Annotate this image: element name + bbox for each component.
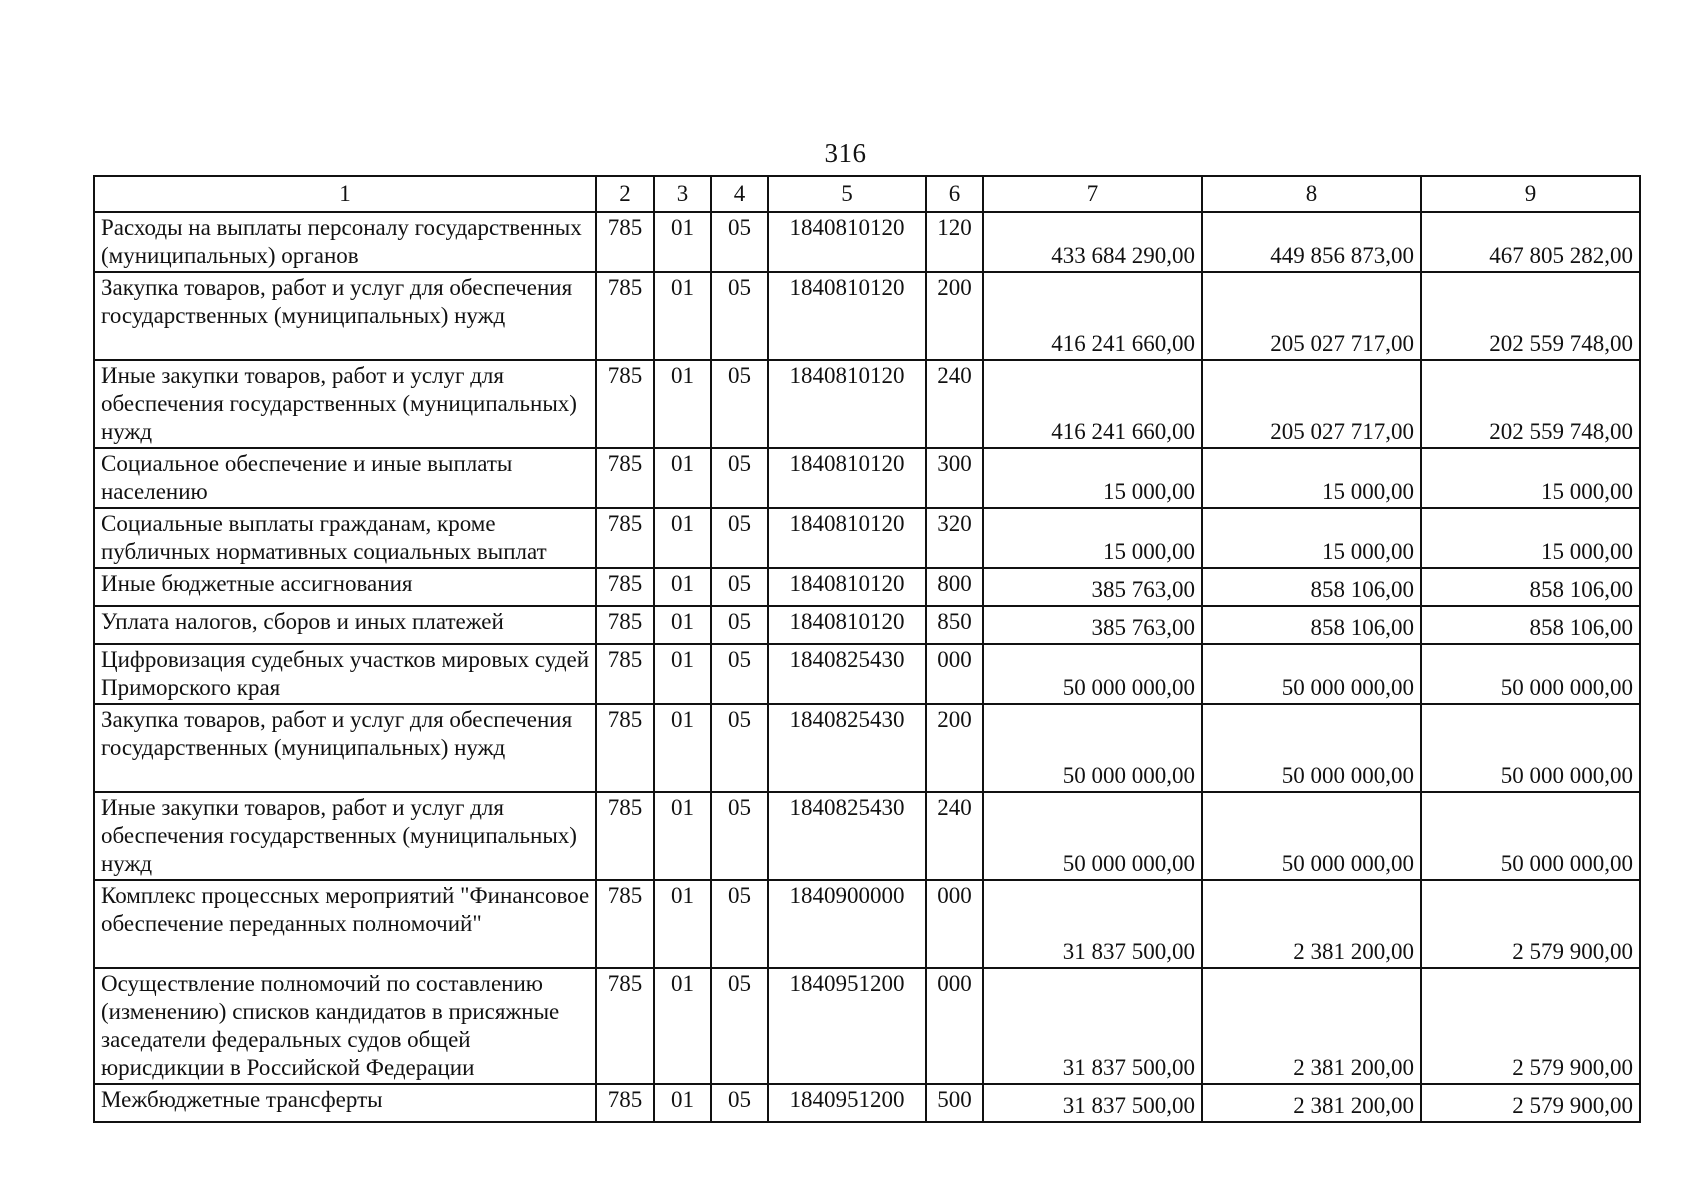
ministry-code: 785	[596, 880, 654, 968]
table-row	[94, 606, 1640, 644]
amount-col-9: 858 106,00	[1421, 568, 1640, 606]
table-row	[94, 644, 1640, 704]
expense-type-code: 320	[926, 508, 983, 568]
expense-type-code: 300	[926, 448, 983, 508]
ministry-code: 785	[596, 272, 654, 360]
table-row	[94, 1084, 1640, 1122]
amount-col-8: 50 000 000,00	[1202, 644, 1421, 704]
column-header-7: 7	[983, 176, 1202, 212]
ministry-code: 785	[596, 606, 654, 644]
amount-col-8: 50 000 000,00	[1202, 792, 1421, 880]
section-code: 01	[654, 644, 711, 704]
column-header-3: 3	[654, 176, 711, 212]
expense-type-code: 800	[926, 568, 983, 606]
section-code: 01	[654, 448, 711, 508]
amount-col-8: 858 106,00	[1202, 568, 1421, 606]
amount-col-7: 31 837 500,00	[983, 968, 1202, 1084]
expense-type-code: 500	[926, 1084, 983, 1122]
amount-col-8: 858 106,00	[1202, 606, 1421, 644]
amount-col-7: 31 837 500,00	[983, 880, 1202, 968]
expense-type-code: 000	[926, 880, 983, 968]
expense-name: Комплекс процессных мероприятий "Финансовое обеспечение переданных полномочий"	[94, 880, 596, 968]
amount-col-7: 416 241 660,00	[983, 360, 1202, 448]
section-code: 01	[654, 508, 711, 568]
amount-col-8: 50 000 000,00	[1202, 704, 1421, 792]
amount-col-8: 2 381 200,00	[1202, 880, 1421, 968]
table-row	[94, 968, 1640, 1084]
table-row	[94, 880, 1640, 968]
subsection-code: 05	[711, 448, 768, 508]
amount-col-9: 2 579 900,00	[1421, 1084, 1640, 1122]
target-article-code: 1840810120	[768, 360, 926, 448]
expense-name: Уплата налогов, сборов и иных платежей	[94, 606, 596, 644]
ministry-code: 785	[596, 448, 654, 508]
target-article-code: 1840951200	[768, 968, 926, 1084]
amount-col-7: 31 837 500,00	[983, 1084, 1202, 1122]
amount-col-7: 385 763,00	[983, 606, 1202, 644]
section-code: 01	[654, 212, 711, 272]
amount-col-8: 205 027 717,00	[1202, 272, 1421, 360]
column-header-9: 9	[1421, 176, 1640, 212]
section-code: 01	[654, 704, 711, 792]
target-article-code: 1840810120	[768, 272, 926, 360]
amount-col-7: 50 000 000,00	[983, 644, 1202, 704]
expense-name: Социальные выплаты гражданам, кроме публичных нормативных социальных выплат	[94, 508, 596, 568]
amount-col-7: 416 241 660,00	[983, 272, 1202, 360]
table-row	[94, 568, 1640, 606]
section-code: 01	[654, 568, 711, 606]
amount-col-8: 15 000,00	[1202, 508, 1421, 568]
column-header-6: 6	[926, 176, 983, 212]
expense-name: Иные закупки товаров, работ и услуг для обеспечения государственных (муниципальных) нужд	[94, 360, 596, 448]
target-article-code: 1840825430	[768, 792, 926, 880]
subsection-code: 05	[711, 508, 768, 568]
expense-type-code: 200	[926, 704, 983, 792]
amount-col-9: 467 805 282,00	[1421, 212, 1640, 272]
subsection-code: 05	[711, 272, 768, 360]
table-row	[94, 792, 1640, 880]
amount-col-7: 15 000,00	[983, 448, 1202, 508]
budget-table	[93, 175, 1641, 1123]
target-article-code: 1840810120	[768, 508, 926, 568]
amount-col-9: 15 000,00	[1421, 508, 1640, 568]
amount-col-9: 202 559 748,00	[1421, 272, 1640, 360]
ministry-code: 785	[596, 644, 654, 704]
subsection-code: 05	[711, 792, 768, 880]
section-code: 01	[654, 880, 711, 968]
amount-col-9: 202 559 748,00	[1421, 360, 1640, 448]
expense-type-code: 240	[926, 360, 983, 448]
amount-col-7: 50 000 000,00	[983, 792, 1202, 880]
amount-col-8: 2 381 200,00	[1202, 968, 1421, 1084]
ministry-code: 785	[596, 704, 654, 792]
table-row	[94, 508, 1640, 568]
target-article-code: 1840810120	[768, 568, 926, 606]
amount-col-7: 50 000 000,00	[983, 704, 1202, 792]
table-row	[94, 704, 1640, 792]
expense-name: Закупка товаров, работ и услуг для обеспечения государственных (муниципальных) нужд	[94, 704, 596, 792]
ministry-code: 785	[596, 508, 654, 568]
table-row	[94, 360, 1640, 448]
target-article-code: 1840951200	[768, 1084, 926, 1122]
ministry-code: 785	[596, 212, 654, 272]
amount-col-9: 50 000 000,00	[1421, 644, 1640, 704]
expense-type-code: 000	[926, 644, 983, 704]
expense-name: Иные бюджетные ассигнования	[94, 568, 596, 606]
expense-name: Межбюджетные трансферты	[94, 1084, 596, 1122]
amount-col-9: 50 000 000,00	[1421, 704, 1640, 792]
ministry-code: 785	[596, 968, 654, 1084]
expense-name: Расходы на выплаты персоналу государственных (муниципальных) органов	[94, 212, 596, 272]
expense-type-code: 120	[926, 212, 983, 272]
ministry-code: 785	[596, 360, 654, 448]
subsection-code: 05	[711, 644, 768, 704]
table-row	[94, 272, 1640, 360]
amount-col-8: 205 027 717,00	[1202, 360, 1421, 448]
subsection-code: 05	[711, 606, 768, 644]
subsection-code: 05	[711, 880, 768, 968]
table-row	[94, 212, 1640, 272]
amount-col-8: 15 000,00	[1202, 448, 1421, 508]
subsection-code: 05	[711, 212, 768, 272]
subsection-code: 05	[711, 968, 768, 1084]
subsection-code: 05	[711, 568, 768, 606]
expense-name: Социальное обеспечение и иные выплаты населению	[94, 448, 596, 508]
ministry-code: 785	[596, 792, 654, 880]
target-article-code: 1840825430	[768, 644, 926, 704]
amount-col-8: 2 381 200,00	[1202, 1084, 1421, 1122]
amount-col-9: 858 106,00	[1421, 606, 1640, 644]
target-article-code: 1840810120	[768, 606, 926, 644]
expense-name: Иные закупки товаров, работ и услуг для обеспечения государственных (муниципальных) нужд	[94, 792, 596, 880]
expense-type-code: 240	[926, 792, 983, 880]
ministry-code: 785	[596, 568, 654, 606]
table-row	[94, 448, 1640, 508]
section-code: 01	[654, 1084, 711, 1122]
amount-col-7: 385 763,00	[983, 568, 1202, 606]
amount-col-7: 15 000,00	[983, 508, 1202, 568]
amount-col-7: 433 684 290,00	[983, 212, 1202, 272]
expense-type-code: 850	[926, 606, 983, 644]
section-code: 01	[654, 792, 711, 880]
page-number: 316	[824, 138, 867, 168]
section-code: 01	[654, 360, 711, 448]
expense-type-code: 000	[926, 968, 983, 1084]
amount-col-8: 449 856 873,00	[1202, 212, 1421, 272]
subsection-code: 05	[711, 360, 768, 448]
target-article-code: 1840825430	[768, 704, 926, 792]
section-code: 01	[654, 272, 711, 360]
subsection-code: 05	[711, 1084, 768, 1122]
expense-name: Цифровизация судебных участков мировых судей Приморского края	[94, 644, 596, 704]
amount-col-9: 2 579 900,00	[1421, 880, 1640, 968]
amount-col-9: 15 000,00	[1421, 448, 1640, 508]
expense-name: Осуществление полномочий по составлению (изменению) списков кандидатов в присяжные заседатели федеральных судов общей юрисдикции в Российской Федерации	[94, 968, 596, 1084]
amount-col-9: 50 000 000,00	[1421, 792, 1640, 880]
column-header-8: 8	[1202, 176, 1421, 212]
column-header-2: 2	[596, 176, 654, 212]
ministry-code: 785	[596, 1084, 654, 1122]
section-code: 01	[654, 606, 711, 644]
column-header-4: 4	[711, 176, 768, 212]
column-header-5: 5	[768, 176, 926, 212]
amount-col-9: 2 579 900,00	[1421, 968, 1640, 1084]
target-article-code: 1840810120	[768, 448, 926, 508]
column-number-row	[94, 176, 1640, 212]
target-article-code: 1840810120	[768, 212, 926, 272]
column-header-1: 1	[94, 176, 596, 212]
expense-type-code: 200	[926, 272, 983, 360]
target-article-code: 1840900000	[768, 880, 926, 968]
expense-name: Закупка товаров, работ и услуг для обеспечения государственных (муниципальных) нужд	[94, 272, 596, 360]
section-code: 01	[654, 968, 711, 1084]
subsection-code: 05	[711, 704, 768, 792]
